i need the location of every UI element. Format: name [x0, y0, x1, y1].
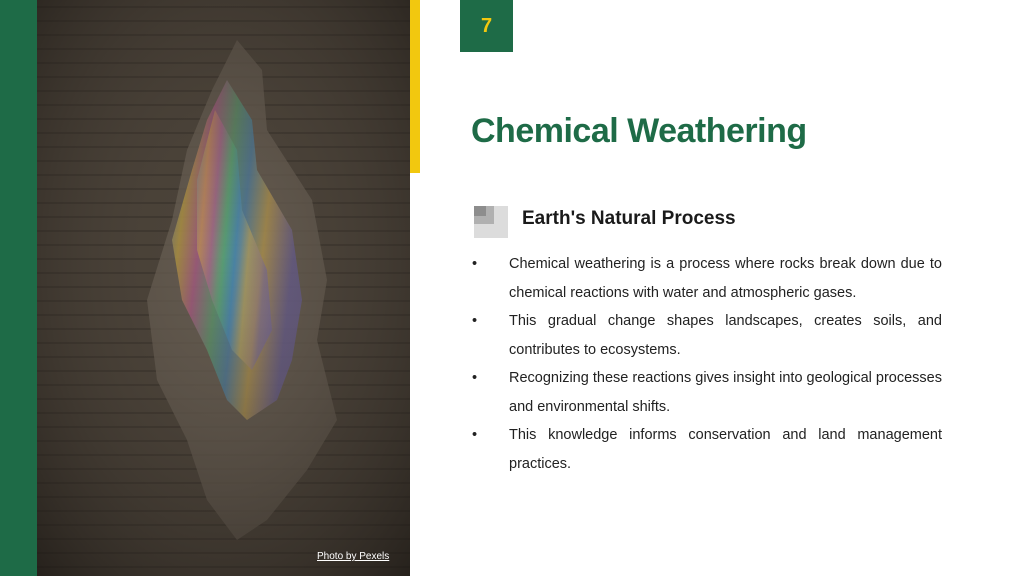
- list-item: [468, 421, 942, 478]
- slide-photo: [37, 0, 410, 576]
- bullet-text: This gradual change shapes landscapes, creates soils, and contributes to ecosystems.: [509, 313, 942, 358]
- bullet-text: Recognizing these reactions gives insight into geological processes and environmental shifts.: [509, 370, 942, 415]
- bullet-dot: •: [472, 313, 478, 329]
- list-item: [468, 307, 942, 364]
- photo-credit-link[interactable]: Photo by Pexels: [317, 551, 390, 562]
- list-item: [468, 250, 942, 307]
- bullet-text: This knowledge informs conservation and land management practices.: [509, 427, 942, 472]
- section-square-icon: [474, 206, 508, 238]
- page-number: 7: [480, 14, 493, 37]
- list-item: [468, 364, 942, 421]
- slide-title: Chemical Weathering: [471, 112, 807, 150]
- left-accent-bar: [0, 0, 37, 576]
- yellow-accent-bar: [410, 0, 420, 173]
- bullet-dot: •: [472, 370, 478, 386]
- bullet-list: [468, 250, 942, 478]
- page-number-badge: [460, 0, 513, 52]
- bullet-dot: •: [472, 427, 478, 443]
- section-heading: Earth's Natural Process: [522, 208, 736, 229]
- bullet-dot: •: [472, 256, 478, 272]
- bullet-text: Chemical weathering is a process where rocks break down due to chemical reactions with water and atmospheric gases.: [509, 256, 942, 301]
